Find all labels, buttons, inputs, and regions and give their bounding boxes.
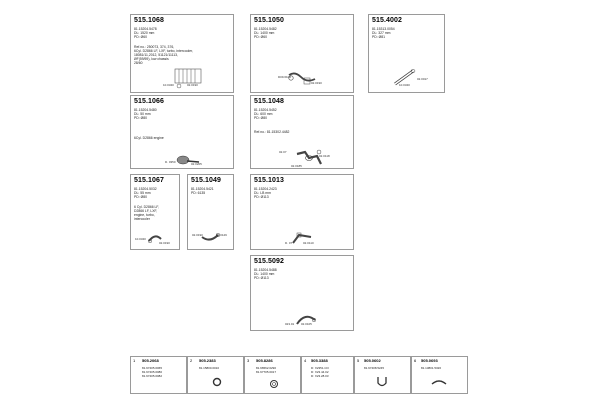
ref-label: 02.0190 xyxy=(311,81,322,85)
part-card[interactable] xyxy=(250,14,354,93)
accessory-ref: D: X23.28.03 xyxy=(311,374,329,378)
accessory-code: 505.2068 xyxy=(142,358,159,363)
accessory-ref: D: X2351.CO xyxy=(311,366,329,370)
fitment-note: Ref.no.: 81.15302.4482 xyxy=(254,130,290,134)
accessory-ref: 81.97705.0017 xyxy=(256,370,277,374)
accessory-code: 505.0602 xyxy=(364,358,381,363)
ref-label: 10.0340 xyxy=(163,83,174,87)
ref-label: D. 07 xyxy=(285,241,293,245)
diameter-spec: PD: Ø80 xyxy=(254,116,268,120)
hanger-icon xyxy=(430,377,448,387)
oem-number: 81.15204.5032 xyxy=(134,187,157,191)
ref-label: 02.0118 xyxy=(319,154,330,158)
fitment-note: 28/60 xyxy=(134,61,143,65)
accessory-cell[interactable] xyxy=(301,356,354,394)
diameter-spec: PD: Ø60 xyxy=(254,35,268,39)
diameter-spec: PD: Ø60 xyxy=(134,35,148,39)
accessory-code: 505.8286 xyxy=(256,358,273,363)
diameter-spec: PD: Ø113 xyxy=(254,195,269,199)
ref-label: 023.01 xyxy=(285,322,295,326)
oem-number: 81.15204.2423 xyxy=(254,187,277,191)
ref-label: D. 0350 xyxy=(165,160,176,164)
accessory-code: 505.0693 xyxy=(421,358,438,363)
fitment-note: 6Cyl. D2866 LF, LXF, turbo, intercooler, xyxy=(134,49,193,53)
oem-number: 81.15204.5488 xyxy=(254,268,277,272)
accessory-code: 505.2383 xyxy=(199,358,216,363)
accessory-index: 2 xyxy=(190,358,193,363)
accessory-index: 4 xyxy=(304,358,307,363)
part-card[interactable] xyxy=(130,174,180,250)
part-card[interactable] xyxy=(368,14,445,93)
accessory-ref: 81.13801.5326 xyxy=(421,366,442,370)
accessory-ref: 81.97408.5245 xyxy=(364,366,385,370)
length-spec: DL: 600 mm xyxy=(254,112,273,116)
u-bolt-icon xyxy=(375,375,389,389)
fitment-note: engine, turbo, xyxy=(134,213,155,217)
ref-label: 02.0190 xyxy=(187,83,198,87)
accessory-ref: 81.15800.0010 xyxy=(199,366,220,370)
part-code: 515.1049 xyxy=(191,177,221,184)
part-code: 515.1067 xyxy=(134,177,164,184)
ref-label: 02.0190 xyxy=(192,233,203,237)
part-code: 515.1048 xyxy=(254,98,284,105)
accessory-ref: 81.97405.0080 xyxy=(142,370,163,374)
accessory-code: 505.3388 xyxy=(311,358,328,363)
part-card[interactable] xyxy=(250,95,354,169)
part-card[interactable] xyxy=(130,14,234,93)
oem-number: 81.15204.5478 xyxy=(134,27,157,31)
diameter-spec: PD: Ø80 xyxy=(134,195,148,199)
accessory-cell[interactable] xyxy=(130,356,187,394)
oem-number: 81.15204.5421 xyxy=(191,187,214,191)
accessory-ref: D: X23.44.02 xyxy=(311,370,329,374)
accessory-ref: 81.96562.0290 xyxy=(256,366,277,370)
ref-label: 10.0340 xyxy=(135,237,146,241)
oem-number: 81.15204.5482 xyxy=(254,27,277,31)
part-card[interactable] xyxy=(250,174,354,250)
oem-number: 81.15204.5452 xyxy=(254,108,277,112)
accessory-index: 6 xyxy=(414,358,417,363)
length-spec: DL: 55 mm xyxy=(134,191,151,195)
fitment-note: 18081/11,2012, 51121/11113, xyxy=(134,53,178,57)
accessory-cell[interactable] xyxy=(187,356,244,394)
length-spec: DL: 1400 mm xyxy=(254,31,275,35)
accessory-cell[interactable] xyxy=(354,356,411,394)
part-code: 515.5092 xyxy=(254,258,284,265)
accessory-index: 3 xyxy=(247,358,250,363)
oem-number: 81.15204.5480 xyxy=(134,108,157,112)
ref-label: D09.6100 xyxy=(278,75,292,79)
fitment-note: Ref.no.: 250073, 374, 376, xyxy=(134,45,175,49)
ref-label: 02.0185 xyxy=(291,164,302,168)
ref-label: 02.0129 xyxy=(216,233,227,237)
fitment-note: 6Cyl. D2866 engine xyxy=(134,136,164,140)
ref-label: 02.07 xyxy=(279,150,287,154)
part-card[interactable] xyxy=(250,255,354,331)
accessory-index: 5 xyxy=(357,358,360,363)
length-spec: DL: 50 mm xyxy=(134,112,151,116)
fitment-note: ØF(59/59), low chassis xyxy=(134,57,169,61)
accessory-cell[interactable] xyxy=(411,356,468,394)
part-code: 515.4002 xyxy=(372,17,402,24)
length-spec: DL: 1400 mm xyxy=(254,272,275,276)
diameter-spec: PD: Ø113 xyxy=(254,276,269,280)
ref-label: 10.0340 xyxy=(399,83,410,87)
length-spec: DL: LB mm xyxy=(254,191,271,195)
fitment-note: D2866 LF, LXF, xyxy=(134,209,158,213)
ref-label: 02.0017 xyxy=(417,77,428,81)
fitment-note: intercooler xyxy=(134,217,150,221)
clamp-ring-icon xyxy=(212,377,222,387)
part-code: 515.1068 xyxy=(134,17,164,24)
ref-label: 02.0205 xyxy=(191,162,202,166)
part-card[interactable] xyxy=(130,95,234,169)
diameter-spec: PD: Ø80 xyxy=(134,116,148,120)
part-code: 515.1050 xyxy=(254,17,284,24)
ref-label: 02.0110 xyxy=(303,241,314,245)
length-spec: DL: 327 mm xyxy=(372,31,391,35)
gasket-icon xyxy=(269,379,279,389)
diameter-spec: PD: Ø81 xyxy=(372,35,386,39)
accessory-cell[interactable] xyxy=(244,356,301,394)
part-card[interactable] xyxy=(187,174,234,250)
part-code: 515.1066 xyxy=(134,98,164,105)
diameter-spec: PD: 6135 xyxy=(191,191,206,195)
ref-label: 02.0190 xyxy=(159,241,170,245)
accessory-index: 1 xyxy=(133,358,136,363)
part-code: 515.1013 xyxy=(254,177,284,184)
fitment-note: 6 Cyl. D2866 LF, xyxy=(134,205,160,209)
length-spec: DL: 1520 mm xyxy=(134,31,155,35)
accessory-ref: 81.97405.0082 xyxy=(142,374,163,378)
oem-number: 81.15313.0054 xyxy=(372,27,395,31)
ref-label: 02.0105 xyxy=(301,322,312,326)
accessory-ref: 81.97405.0065 xyxy=(142,366,163,370)
